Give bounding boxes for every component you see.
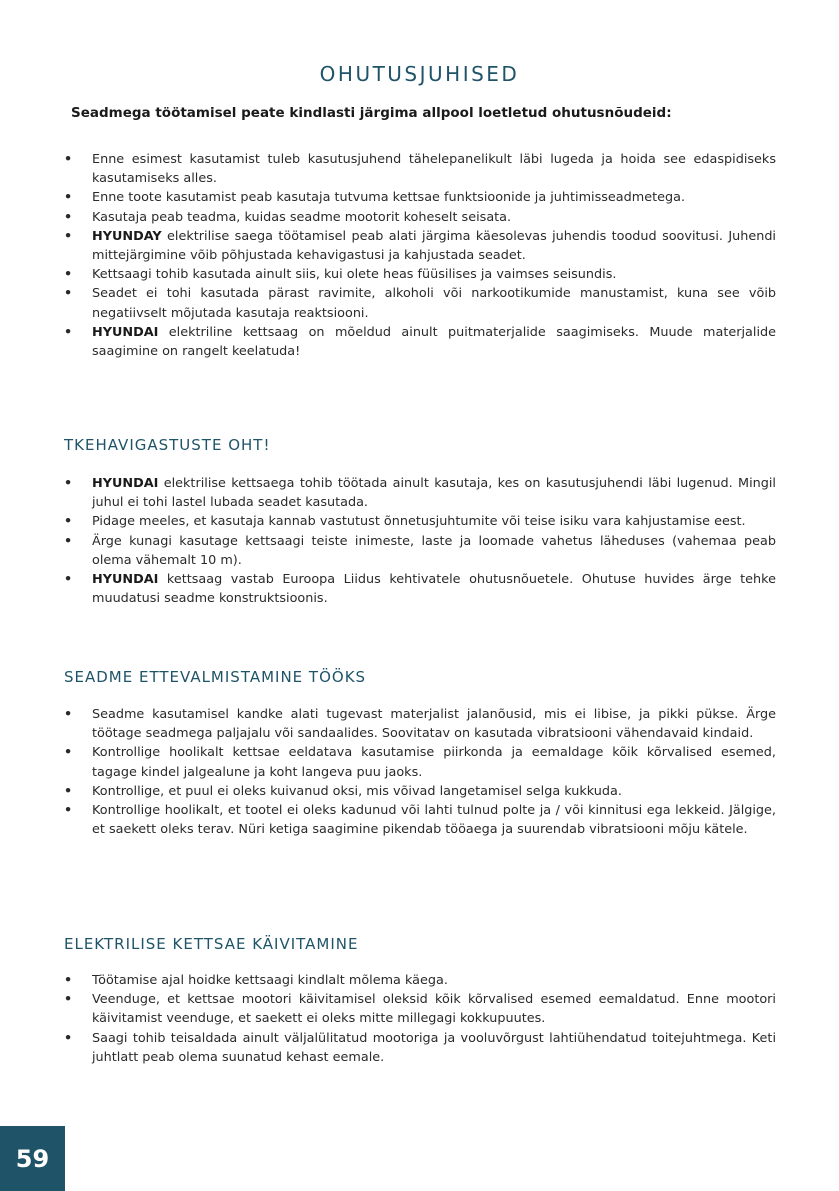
list-item-text: elektriline kettsaag on mõeldud ainult puitmaterjalide saagimiseks. Muude materjalide saagimine on rangelt keelatuda! bbox=[92, 324, 776, 360]
list-item-text: Kontrollige hoolikalt kettsae eeldatava kasutamise piirkonda ja eemaldage kõik kõrvalised esemed, tagage kindel jalgealune ja koht langeva puu jaoks. bbox=[92, 745, 776, 780]
bullet-icon: • bbox=[64, 209, 73, 225]
list-item bbox=[64, 990, 776, 1028]
list-item bbox=[64, 801, 776, 839]
list-item-text: kettsaag vastab Euroopa Liidus kehtivatele ohutusnõuetele. Ohutuse huvides ärge tehke muudatusi seadme konstruktsioonis. bbox=[92, 572, 776, 607]
list-item-text: Enne esimest kasutamist tuleb kasutusjuhend tähelepanelikult läbi lugeda ja hoida see edaspidiseks kasutamiseks alles. bbox=[92, 152, 776, 187]
bullet-icon: • bbox=[64, 973, 73, 988]
list-item-text: Seadme kasutamisel kandke alati tugevast materjalist jalanõusid, mis ei libise, ja pikki pükse. Ärge töötage seadmega paljajalu või sandaalides. Soovitatav on kasutada vibratsiooni vähendavaid kindaid. bbox=[92, 707, 776, 742]
bullet-icon: • bbox=[64, 324, 73, 340]
list-item bbox=[64, 1029, 776, 1067]
bullet-icon: • bbox=[64, 572, 73, 588]
list-item bbox=[64, 512, 776, 531]
list-item bbox=[64, 705, 776, 743]
list-item-text: elektrilise kettsaega tohib töötada ainult kasutaja, kes on kasutusjuhendi läbi lugenud. Mingil juhul ei tohi lastel lubada seadet kasutada. bbox=[92, 476, 776, 511]
list-item-text: Töötamise ajal hoidke kettsaagi kindlalt mõlema käega. bbox=[92, 973, 448, 988]
bullet-icon: • bbox=[64, 152, 73, 167]
list-item-text: Seadet ei tohi kasutada pärast ravimite, alkoholi või narkootikumide manustamist, kuna see võib negatiivselt mõjutada kasutaja reaktsiooni. bbox=[92, 286, 776, 321]
page-number: 59 bbox=[15, 1144, 50, 1173]
bullet-icon: • bbox=[64, 228, 73, 244]
list-item bbox=[64, 265, 776, 284]
list-item bbox=[64, 532, 776, 570]
list-item bbox=[64, 284, 776, 322]
list-item-text: Kontrollige, et puul ei oleks kuivanud oksi, mis võivad langetamisel selga kukkuda. bbox=[92, 783, 622, 799]
list-item bbox=[64, 570, 776, 608]
preparation-heading: SEADME ETTEVALMISTAMINE TÖÖKS bbox=[64, 668, 367, 686]
list-item-text: Kontrollige hoolikalt, et tootel ei oleks kadunud või lahti tulnud polte ja / või kinnitusi ega lekkeid. Jälgige, et saekett oleks terav. Nüri ketiga saagimine pikendab tööaega ja suurendab vibratsiooni mõju kätele. bbox=[92, 803, 776, 838]
starting-heading: ELEKTRILISE KETTSAE KÄIVITAMINE bbox=[64, 935, 359, 953]
list-item bbox=[64, 743, 776, 781]
bullet-icon: • bbox=[64, 783, 73, 799]
list-item-text: Ärge kunagi kasutage kettsaagi teiste inimeste, laste ja loomade vahetus läheduses (vahemaa peab olema vähemalt 10 m). bbox=[92, 533, 776, 568]
bullet-icon: • bbox=[64, 286, 73, 302]
starting-list bbox=[64, 971, 776, 1067]
bullet-icon: • bbox=[64, 745, 73, 761]
list-item-text: Veenduge, et kettsae mootori käivitamisel oleksid kõik kõrvalised esemed eemaldatud. Enne mootori käivitamist veenduge, et saekett ei oleks mitte millegagi kokkupuutes. bbox=[92, 992, 776, 1027]
brand-name: HYUNDAI bbox=[92, 324, 159, 340]
brand-name: HYUNDAI bbox=[92, 572, 159, 588]
bullet-icon: • bbox=[64, 476, 73, 491]
list-item-text: Saagi tohib teisaldada ainult väljalülitatud mootoriga ja vooluvõrgust lahtiühendatud toitejuhtmega. Keti juhtlatt peab olema suunatud kehast eemale. bbox=[92, 1030, 776, 1065]
injury-list bbox=[64, 474, 776, 608]
bullet-icon: • bbox=[64, 190, 73, 206]
list-item bbox=[64, 208, 776, 227]
list-item-text: Pidage meeles, et kasutaja kannab vastutust õnnetusjuhtumite või teise isiku vara kahjustamise eest. bbox=[92, 514, 746, 530]
list-item bbox=[64, 782, 776, 801]
list-item-text: elektrilise saega töötamisel peab alati järgima käesolevas juhendis toodud soovitusi. Juhendi mittejärgimine võib põhjustada kehavigastusi ja kahjustada seadet. bbox=[92, 228, 776, 264]
list-item-text: Enne toote kasutamist peab kasutaja tutvuma kettsae funktsioonide ja juhtimisseadmetega. bbox=[92, 190, 686, 206]
intro-text: Seadmega töötamisel peate kindlasti järgima allpool loetletud ohutusnõudeid: bbox=[71, 105, 672, 121]
list-item bbox=[64, 188, 776, 207]
page-title: OHUTUSJUHISED bbox=[319, 62, 520, 86]
list-item-text: Kettsaagi tohib kasutada ainult siis, kui olete heas füüsilises ja vaimses seisundis. bbox=[92, 267, 617, 283]
list-item bbox=[64, 227, 776, 265]
bullet-icon: • bbox=[64, 992, 73, 1008]
brand-name: HYUNDAY bbox=[92, 228, 162, 244]
list-item bbox=[64, 474, 776, 512]
list-item bbox=[64, 971, 776, 990]
preparation-list bbox=[64, 705, 776, 839]
bullet-icon: • bbox=[64, 514, 73, 530]
list-item bbox=[64, 150, 776, 188]
bullet-icon: • bbox=[64, 267, 73, 283]
page-number-badge bbox=[0, 1126, 65, 1191]
list-item bbox=[64, 323, 776, 361]
bullet-icon: • bbox=[64, 533, 73, 549]
injury-heading: TKEHAVIGASTUSTE OHT! bbox=[64, 436, 271, 454]
general-list bbox=[64, 150, 776, 361]
bullet-icon: • bbox=[64, 803, 73, 819]
bullet-icon: • bbox=[64, 1030, 73, 1046]
list-item-text: Kasutaja peab teadma, kuidas seadme mootorit koheselt seisata. bbox=[92, 209, 512, 225]
bullet-icon: • bbox=[64, 707, 73, 722]
brand-name: HYUNDAI bbox=[92, 476, 159, 491]
